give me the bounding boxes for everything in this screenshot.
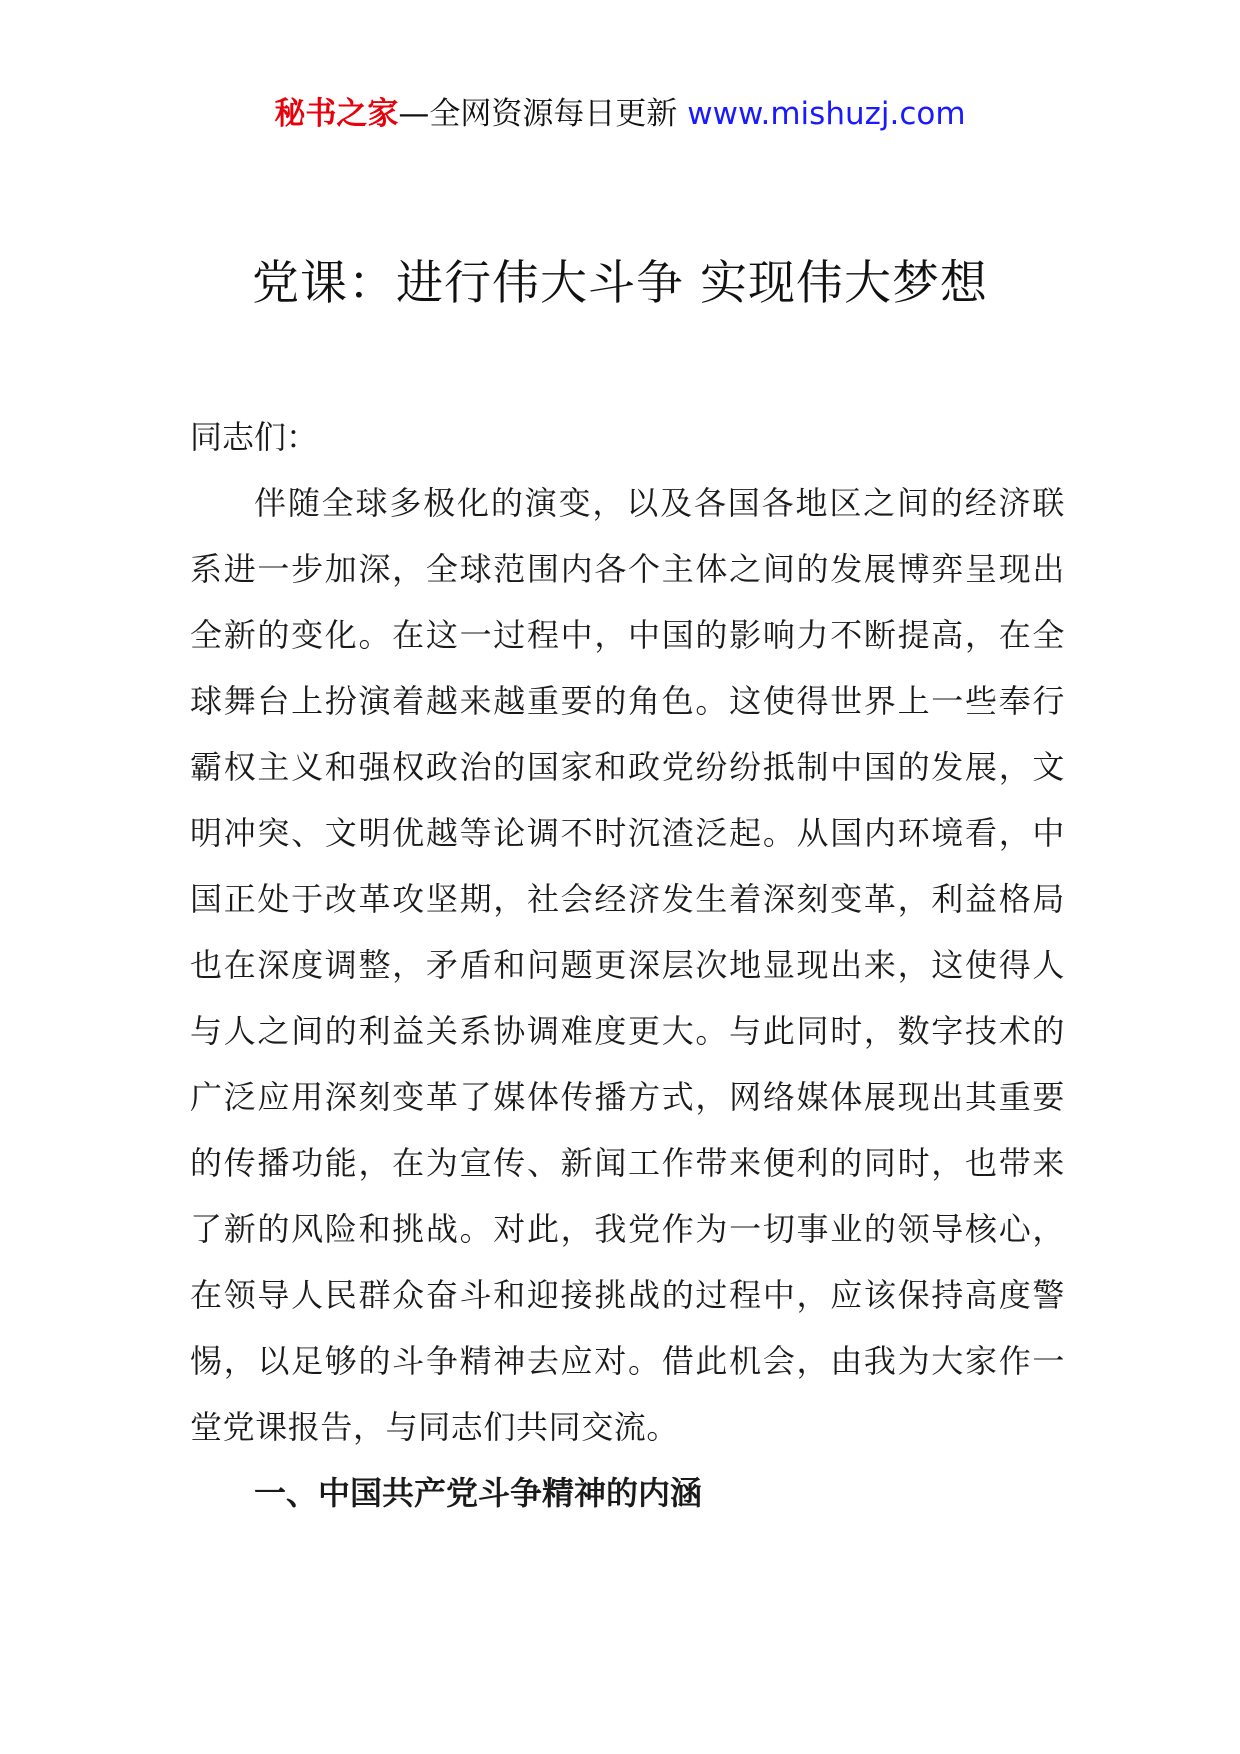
document-title: 党课：进行伟大斗争 实现伟大梦想 bbox=[252, 256, 988, 311]
site-url-link[interactable]: www.mishuzj.com bbox=[687, 96, 966, 132]
header-tagline: —全网资源每日更新 bbox=[398, 96, 678, 132]
body-paragraph: 伴随全球多极化的演变，以及各国各地区之间的经济联系进一步加深，全球范围内各个主体之间的发展博弈呈现出全新的变化。在这一过程中，中国的影响力不断提高，在全球舞台上扮演着越来越重要的角色。这使得世界上一些奉行霸权主义和强权政治的国家和政党纷纷抵制中国的发展，文明冲突、文明优越等论调不时沉渣泛起。从国内环境看，中国正处于改革攻坚期，社会经济发生着深刻变革，利益格局也在深度调整，矛盾和问题更深层次地显现出来，这使得人与人之间的利益关系协调难度更大。与此同时，数字技术的广泛应用深刻变革了媒体传播方式，网络媒体展现出其重要的传播功能，在为宣传、新闻工作带来便利的同时，也带来了新的风险和挑战。对此，我党作为一切事业的领导核心，在领导人民群众奋斗和迎接挑战的过程中，应该保持高度警惕，以足够的斗争精神去应对。借此机会，由我为大家作一堂党课报告，与同志们共同交流。 bbox=[190, 484, 1065, 1446]
section-heading: 一、中国共产党斗争精神的内涵 bbox=[254, 1474, 703, 1512]
salutation: 同志们： bbox=[190, 418, 319, 456]
document-body bbox=[190, 404, 1065, 1526]
site-header bbox=[0, 92, 1240, 136]
brand-name: 秘书之家 bbox=[274, 96, 399, 132]
